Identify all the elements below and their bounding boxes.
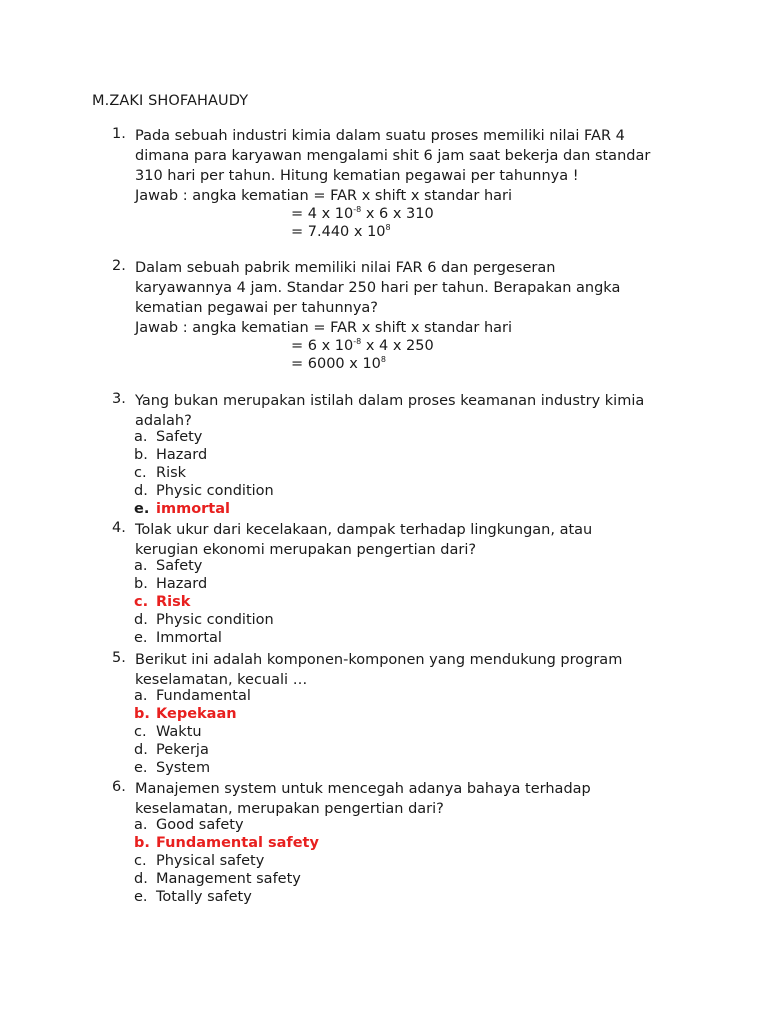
equation-tail: x 4 x 250 [361, 338, 434, 354]
equation-base: = 7.440 x 10 [291, 224, 386, 240]
option-letter: b. [134, 706, 150, 722]
option-letter: c. [134, 853, 147, 869]
question-number: 4. [112, 520, 126, 536]
option-letter: d. [134, 483, 148, 499]
question-line: 310 hari per tahun. Hitung kematian pegawai per tahunnya ! [135, 168, 579, 184]
question-line: Tolak ukur dari kecelakaan, dampak terhadap lingkungan, atau [135, 522, 593, 538]
option-letter: e. [134, 501, 150, 517]
option-e [134, 630, 222, 646]
answer-label: Jawab : angka kematian = FAR x shift x standar hari [135, 320, 513, 336]
correct-answer-text: Fundamental safety [156, 835, 319, 851]
question-line: dimana para karyawan mengalami shit 6 jam saat bekerja dan standar [135, 148, 651, 164]
option-letter: b. [134, 576, 148, 592]
option-e [134, 889, 252, 905]
option-letter: e. [134, 630, 148, 646]
option-a [134, 558, 202, 574]
question-number: 6. [112, 779, 126, 795]
question-text [135, 779, 695, 819]
option-text: Risk [156, 465, 187, 481]
question-text [135, 126, 695, 186]
equation-exponent: -8 [353, 205, 362, 214]
equation-exponent: 8 [385, 223, 391, 232]
option-b-correct [134, 706, 237, 722]
question-line: Manajemen system untuk mencegah adanya bahaya terhadap [135, 781, 591, 797]
option-letter: c. [134, 465, 147, 481]
option-d [134, 612, 274, 628]
option-a [134, 688, 251, 704]
option-text: Waktu [156, 724, 202, 740]
option-letter: d. [134, 742, 148, 758]
option-letter: a. [134, 429, 148, 445]
question-line: Dalam sebuah pabrik memiliki nilai FAR 6 dan pergeseran [135, 260, 556, 276]
option-b [134, 576, 207, 592]
option-text: Physic condition [156, 483, 274, 499]
option-d [134, 871, 301, 887]
option-letter: a. [134, 688, 148, 704]
option-b-correct [134, 835, 319, 851]
option-text: Hazard [156, 576, 208, 592]
option-text: Safety [156, 429, 203, 445]
question-line: Berikut ini adalah komponen-komponen yang mendukung program [135, 652, 623, 668]
option-e-correct [134, 501, 230, 517]
equation-base: = 6 x 10 [291, 338, 354, 354]
option-letter: b. [134, 835, 150, 851]
question-line: Yang bukan merupakan istilah dalam proses keamanan industry kimia [135, 393, 645, 409]
option-text: Immortal [156, 630, 222, 646]
option-e [134, 760, 210, 776]
question-text [135, 258, 695, 318]
option-c [134, 465, 186, 481]
equation-base: = 4 x 10 [291, 206, 354, 222]
question-text [135, 650, 695, 690]
question-text [135, 391, 695, 431]
option-text: Fundamental [156, 688, 251, 704]
option-text: Safety [156, 558, 203, 574]
question-text [135, 520, 695, 560]
option-text: Physical safety [156, 853, 265, 869]
author-name: M.ZAKI SHOFAHAUDY [92, 93, 249, 109]
question-number: 1. [112, 126, 126, 142]
option-text: Physic condition [156, 612, 274, 628]
question-number: 3. [112, 391, 126, 407]
option-d [134, 483, 274, 499]
question-number: 5. [112, 650, 126, 666]
option-a [134, 817, 244, 833]
equation-tail: x 6 x 310 [361, 206, 434, 222]
question-number: 2. [112, 258, 126, 274]
option-letter: c. [134, 594, 149, 610]
option-text: System [156, 760, 211, 776]
question-line: Pada sebuah industri kimia dalam suatu proses memiliki nilai FAR 4 [135, 128, 625, 144]
question-line: karyawannya 4 jam. Standar 250 hari per tahun. Berapakan angka [135, 280, 621, 296]
question-line: kematian pegawai per tahunnya? [135, 300, 378, 316]
option-letter: b. [134, 447, 148, 463]
option-letter: c. [134, 724, 147, 740]
answer-label: Jawab : angka kematian = FAR x shift x standar hari [135, 188, 513, 204]
question-line: adalah? [135, 413, 192, 429]
option-letter: e. [134, 889, 148, 905]
option-letter: e. [134, 760, 148, 776]
correct-answer-text: Risk [156, 594, 191, 610]
question-line: keselamatan, kecuali … [135, 672, 308, 688]
option-letter: d. [134, 871, 148, 887]
question-line: keselamatan, merupakan pengertian dari? [135, 801, 444, 817]
equation-exponent: 8 [380, 355, 387, 364]
option-text: Hazard [156, 447, 208, 463]
option-letter: a. [134, 558, 148, 574]
correct-answer-text: immortal [156, 501, 230, 517]
option-text: Pekerja [156, 742, 209, 758]
option-text: Good safety [156, 817, 244, 833]
correct-answer-text: Kepekaan [156, 706, 237, 722]
option-d [134, 742, 209, 758]
option-letter: d. [134, 612, 148, 628]
option-c [134, 724, 202, 740]
option-letter: a. [134, 817, 148, 833]
equation-base: = 6000 x 10 [291, 356, 381, 372]
option-c [134, 853, 264, 869]
option-text: Management safety [156, 871, 301, 887]
equation-exponent: -8 [353, 337, 362, 346]
option-b [134, 447, 207, 463]
option-text: Totally safety [156, 889, 252, 905]
option-a [134, 429, 202, 445]
question-line: kerugian ekonomi merupakan pengertian dari? [135, 542, 477, 558]
option-c-correct [134, 594, 190, 610]
